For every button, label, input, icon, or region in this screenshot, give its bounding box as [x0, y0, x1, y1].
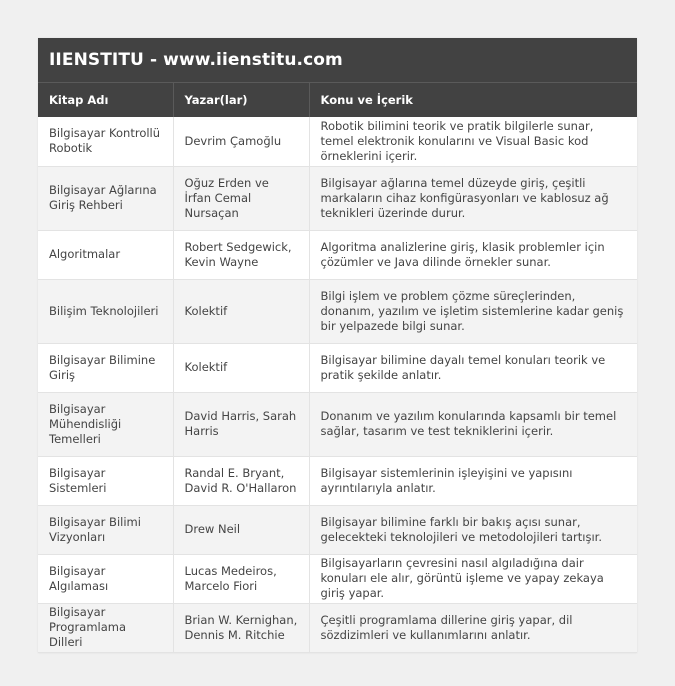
table-row [38, 343, 637, 392]
cell-book-title: Bilgisayar Sistemleri [38, 456, 173, 505]
cell-book-title: Bilgisayar Bilimine Giriş [38, 343, 173, 392]
cell-book-title: Algoritmalar [38, 230, 173, 279]
header-book-title: Kitap Adı [38, 83, 173, 118]
table-row [38, 554, 637, 603]
table-row [38, 505, 637, 554]
cell-topic: Bilgi işlem ve problem çözme süreçlerinden, donanım, yazılım ve işletim sistemlerine kadar geniş bir yelpazede bilgi sunar. [309, 279, 637, 343]
table-row [38, 230, 637, 279]
cell-book-title: Bilişim Teknolojileri [38, 279, 173, 343]
cell-topic: Donanım ve yazılım konularında kapsamlı bir temel sağlar, tasarım ve test tekniklerini içerir. [309, 392, 637, 456]
cell-book-title: Bilgisayar Algılaması [38, 554, 173, 603]
cell-authors: David Harris, Sarah Harris [173, 392, 309, 456]
table-row [38, 166, 637, 230]
table-header-row [38, 83, 637, 118]
table-row [38, 392, 637, 456]
cell-topic: Bilgisayar bilimine dayalı temel konuları teorik ve pratik şekilde anlatır. [309, 343, 637, 392]
table-row [38, 456, 637, 505]
header-topic: Konu ve İçerik [309, 83, 637, 118]
table-row [38, 603, 637, 652]
cell-book-title: Bilgisayar Bilimi Vizyonları [38, 505, 173, 554]
table-row [38, 279, 637, 343]
cell-topic: Çeşitli programlama dillerine giriş yapar, dil sözdizimleri ve kullanımlarını anlatır. [309, 603, 637, 652]
books-table-card [38, 38, 637, 653]
books-table [38, 82, 637, 653]
header-authors: Yazar(lar) [173, 83, 309, 118]
cell-authors: Lucas Medeiros, Marcelo Fiori [173, 554, 309, 603]
cell-authors: Devrim Çamoğlu [173, 117, 309, 166]
cell-book-title: Bilgisayar Kontrollü Robotik [38, 117, 173, 166]
cell-topic: Algoritma analizlerine giriş, klasik problemler için çözümler ve Java dilinde örnekler sunar. [309, 230, 637, 279]
table-title: IIENSTITU - www.iienstitu.com [38, 38, 637, 82]
cell-authors: Oğuz Erden ve İrfan Cemal Nursaçan [173, 166, 309, 230]
cell-authors: Kolektif [173, 343, 309, 392]
cell-topic: Bilgisayar ağlarına temel düzeyde giriş, çeşitli markaların cihaz konfigürasyonları ve kablosuz ağ teknikleri üzerinde durur. [309, 166, 637, 230]
cell-authors: Robert Sedgewick, Kevin Wayne [173, 230, 309, 279]
cell-topic: Robotik bilimini teorik ve pratik bilgilerle sunar, temel elektronik konularını ve Visual Basic kod örneklerini içerir. [309, 117, 637, 166]
table-body [38, 117, 637, 652]
cell-topic: Bilgisayarların çevresini nasıl algıladığına dair konuları ele alır, görüntü işleme ve yapay zekaya giriş yapar. [309, 554, 637, 603]
cell-book-title: Bilgisayar Mühendisliği Temelleri [38, 392, 173, 456]
cell-topic: Bilgisayar bilimine farklı bir bakış açısı sunar, gelecekteki teknolojileri ve metodolojileri tartışır. [309, 505, 637, 554]
cell-authors: Drew Neil [173, 505, 309, 554]
cell-authors: Brian W. Kernighan, Dennis M. Ritchie [173, 603, 309, 652]
cell-authors: Randal E. Bryant, David R. O'Hallaron [173, 456, 309, 505]
cell-topic: Bilgisayar sistemlerinin işleyişini ve yapısını ayrıntılarıyla anlatır. [309, 456, 637, 505]
cell-book-title: Bilgisayar Ağlarına Giriş Rehberi [38, 166, 173, 230]
cell-book-title: Bilgisayar Programlama Dilleri [38, 603, 173, 652]
cell-authors: Kolektif [173, 279, 309, 343]
table-row [38, 117, 637, 166]
